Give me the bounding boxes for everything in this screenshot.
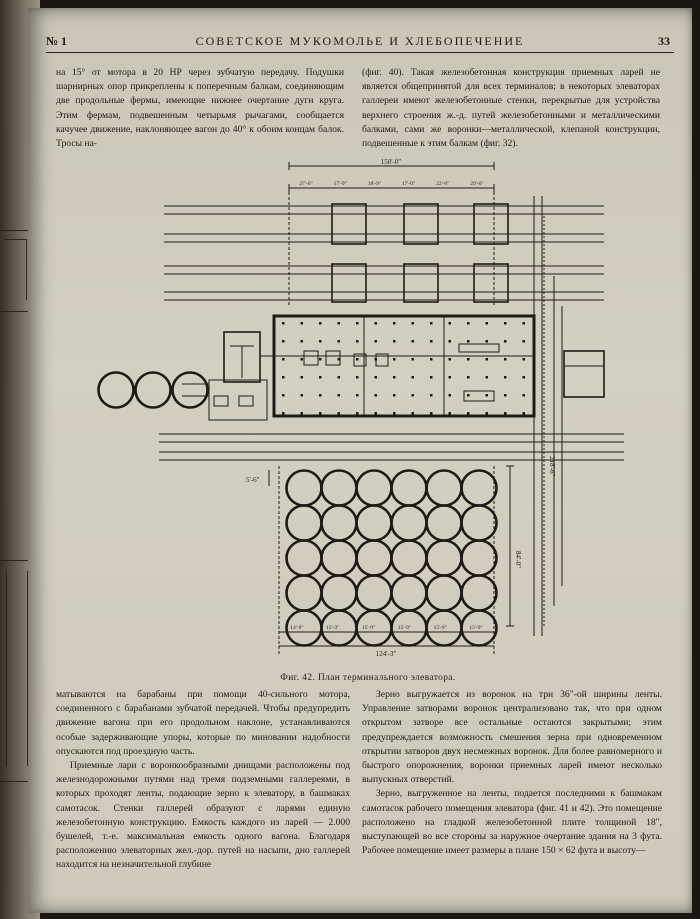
- structural-column: [375, 376, 378, 379]
- structural-column: [412, 358, 415, 361]
- structural-column: [393, 322, 396, 325]
- structural-column: [319, 394, 322, 397]
- dim-label-top-segment: 27'-6": [299, 181, 313, 187]
- structural-column: [319, 340, 322, 343]
- structural-column: [504, 394, 507, 397]
- structural-column: [301, 340, 304, 343]
- paragraph: Приемные лари с воронкообразными днищами расположены под железнодорожными путями над тремя подземными галлереями, в которых проходят ленты, подающие зерно к элеватору, в башмаках самотасок. Стенки галлерей образуют с ларями единую железобетонную конструкцию. Емкость каждого из ларей — 2.000 бушелей, т.-е. максимальная емкость одного вагона. Благодаря расположению элеваторных жел.-дор. путей на насыпи, дно галлерей находится на незначительной глубине: [56, 760, 350, 871]
- dim-label-bottom-segment: 15'-9": [361, 625, 376, 631]
- storage-bin: [322, 506, 357, 541]
- structural-column: [338, 412, 341, 415]
- structural-column: [282, 322, 285, 325]
- storage-bin: [287, 471, 322, 506]
- figure-caption: Фиг. 42. План терминального элеватора.: [280, 673, 456, 683]
- dim-label-top-segment: 29'-6": [470, 181, 484, 187]
- dim-label-bottom-segment: 14'-9": [290, 625, 304, 631]
- storage-bin: [427, 471, 462, 506]
- structural-column: [504, 412, 507, 415]
- structural-column: [356, 340, 359, 343]
- storage-bin: [357, 541, 392, 576]
- structural-column: [319, 322, 322, 325]
- structural-column: [523, 376, 526, 379]
- structural-column: [356, 412, 359, 415]
- structural-column: [375, 340, 378, 343]
- structural-column: [282, 412, 285, 415]
- storage-bin: [427, 576, 462, 611]
- storage-bin: [462, 471, 497, 506]
- structural-column: [486, 376, 489, 379]
- dim-label-bottom-segment: 15'-9": [397, 625, 412, 631]
- structural-column: [356, 322, 359, 325]
- journal-title: СОВЕТСКОЕ МУКОМОЛЬЕ И ХЛЕБОПЕЧЕНИЕ: [195, 34, 525, 48]
- storage-bin: [392, 471, 427, 506]
- structural-column: [523, 322, 526, 325]
- structural-column: [467, 340, 470, 343]
- structural-column: [486, 358, 489, 361]
- working-house-outline: [274, 316, 534, 416]
- structural-column: [467, 376, 470, 379]
- storage-bin: [392, 506, 427, 541]
- storage-bin: [322, 541, 357, 576]
- storage-bin: [427, 506, 462, 541]
- structural-column: [301, 412, 304, 415]
- dim-label-bin-height: 84'-0": [514, 551, 522, 568]
- structural-column: [301, 358, 304, 361]
- text-column-bottom-left: [56, 688, 350, 873]
- structural-column: [301, 376, 304, 379]
- right-annex: [564, 351, 604, 397]
- storage-bin: [287, 541, 322, 576]
- storage-bins: [287, 471, 497, 646]
- structural-column: [504, 358, 507, 361]
- structural-column: [412, 376, 415, 379]
- dim-label-top-segment: 17'-9": [333, 181, 347, 187]
- structural-column: [338, 376, 341, 379]
- structural-column: [282, 358, 285, 361]
- structural-column: [430, 322, 433, 325]
- paragraph: Зерно выгружается из воронок на три 36"-ой ширины ленты. Управление затворами воронок централизовано так, что при одном открытом затворе все остальные остаются закрытыми; этим предупреждается возможность смешения зерна при одновременном открытии затворов двух несмежных воронок. Для более равномерного и быстрого опорожнения, воронки приемных ларей имеют несколько выпускных отверстий.: [362, 689, 662, 786]
- structural-column: [319, 412, 322, 415]
- page-number: 33: [658, 34, 670, 48]
- structural-column: [467, 394, 470, 397]
- structural-column: [523, 412, 526, 415]
- structural-column: [375, 394, 378, 397]
- structural-column: [523, 394, 526, 397]
- structural-column: [319, 376, 322, 379]
- structural-column: [449, 340, 452, 343]
- elevator-plan-drawing: [64, 156, 644, 666]
- storage-bin: [357, 576, 392, 611]
- structural-column: [412, 412, 415, 415]
- outer-bin: [99, 373, 134, 408]
- storage-bin: [322, 471, 357, 506]
- dim-labels-bottom: [290, 625, 482, 631]
- dim-label-bottom-segment: 15'-9": [469, 625, 483, 631]
- structural-column: [467, 412, 470, 415]
- journal-page: [28, 8, 692, 913]
- storage-bin: [462, 576, 497, 611]
- structural-column: [449, 394, 452, 397]
- structural-column: [430, 376, 433, 379]
- text-column-top-right: [362, 66, 660, 151]
- issue-number: № 1: [46, 34, 68, 48]
- structural-column: [430, 394, 433, 397]
- storage-bin: [462, 506, 497, 541]
- structural-column: [393, 394, 396, 397]
- outer-bins: [99, 373, 208, 408]
- storage-bin: [322, 576, 357, 611]
- structural-column: [412, 394, 415, 397]
- dim-label-bottom-total: 124'-3": [375, 650, 397, 658]
- dim-labels-top: [299, 181, 483, 187]
- dim-label-top-total: 150'-0": [380, 158, 402, 166]
- elevator-plan-figure: [64, 156, 644, 666]
- structural-column: [282, 376, 285, 379]
- structural-column: [430, 412, 433, 415]
- structural-column: [393, 412, 396, 415]
- storage-bin: [357, 471, 392, 506]
- storage-bin: [357, 506, 392, 541]
- structural-column: [356, 394, 359, 397]
- dim-label-bottom-segment: 15'-9": [433, 625, 447, 631]
- running-header: [46, 30, 674, 53]
- structural-column: [449, 376, 452, 379]
- structural-column: [356, 358, 359, 361]
- structural-column: [338, 322, 341, 325]
- storage-bin: [462, 541, 497, 576]
- structural-column: [282, 340, 285, 343]
- structural-column: [338, 394, 341, 397]
- structural-column: [393, 376, 396, 379]
- paragraph: (фиг. 40). Такая железобетонная конструкция приемных ларей не является общепринятой для всех терминалов; в некоторых элеваторах галлереи имеют железобетонные стенки, перекрытые для устройства верхнего строения ж.-д. путей железобетонными и металлическими балками, сами же воронки—металлической, клепаной конструкции, подвешенные к этим балкам (фиг. 32).: [362, 67, 660, 150]
- paragraph: Зерно, выгруженное на ленты, подается последними к башмакам самотасок рабочего помещения элеватора (фиг. 41 и 42). Это помещение расположено на гладкой железобетонной плите толщиной 18", выступающей во все стороны за наружное очертание здания на 3 фута. Рабочее помещение имеет размеры в плане 150 × 62 фута и высоту—: [362, 788, 662, 857]
- structural-column: [282, 394, 285, 397]
- structural-column: [504, 340, 507, 343]
- structural-column: [449, 322, 452, 325]
- outer-bin: [173, 373, 208, 408]
- structural-column: [430, 358, 433, 361]
- structural-column: [412, 340, 415, 343]
- dim-label-bottom-segment: 15'-3": [326, 625, 340, 631]
- structural-column: [486, 394, 489, 397]
- structural-column: [375, 358, 378, 361]
- structural-column: [356, 376, 359, 379]
- storage-bin: [392, 541, 427, 576]
- structural-column: [486, 340, 489, 343]
- structural-column: [319, 358, 322, 361]
- storage-bin: [427, 541, 462, 576]
- structural-column: [486, 322, 489, 325]
- dim-label-top-segment: 17'-0": [401, 181, 416, 187]
- structural-column: [375, 412, 378, 415]
- storage-bin: [392, 576, 427, 611]
- structural-column: [523, 358, 526, 361]
- storage-bin: [287, 576, 322, 611]
- structural-column: [449, 412, 452, 415]
- structural-column: [504, 322, 507, 325]
- receiving-hoppers: [332, 204, 508, 302]
- structural-column: [449, 358, 452, 361]
- dim-label-top-segment: 18'-9": [367, 181, 382, 187]
- paragraph: на 15° от мотора в 20 НР через зубчатую передачу. Подушки шарнирных опор прикреплены к поперечным балкам, соединяющим две продольные фермы, имеющие нижнее очертание дуги круга. Этим фермам, подвешенным четырьмя рычагами, сообщается качучее движение, наклоняющее вагон до 40° к обоим концам балок. Тросы на-: [56, 67, 344, 150]
- structural-column: [504, 376, 507, 379]
- outer-bin: [136, 373, 171, 408]
- storage-bin: [287, 506, 322, 541]
- structural-column: [393, 358, 396, 361]
- text-column-top-left: [56, 66, 344, 151]
- structural-column: [430, 340, 433, 343]
- structural-column: [467, 358, 470, 361]
- structural-column: [338, 340, 341, 343]
- structural-column: [486, 412, 489, 415]
- dim-label-left: 5'-6": [246, 476, 260, 484]
- dim-label-right-total: 218'-6": [548, 456, 556, 477]
- paragraph: матываются на барабаны при помощи 40-сильного мотора, соединенного с барабанами зубчатой передачей. Чтобы предупредить движение вагона при его продольном наклоне, устанавливаются особые задерживающие упоры, которые по миновании надобности опускаются под проездную часть.: [56, 689, 350, 757]
- structural-column: [523, 340, 526, 343]
- structural-column: [301, 394, 304, 397]
- dim-label-top-segment: 22'-0": [436, 181, 450, 187]
- structural-column: [467, 322, 470, 325]
- structural-column: [393, 340, 396, 343]
- structural-column: [375, 322, 378, 325]
- structural-column: [338, 358, 341, 361]
- structural-column: [412, 322, 415, 325]
- text-column-bottom-right: [362, 688, 662, 858]
- structural-column: [301, 322, 304, 325]
